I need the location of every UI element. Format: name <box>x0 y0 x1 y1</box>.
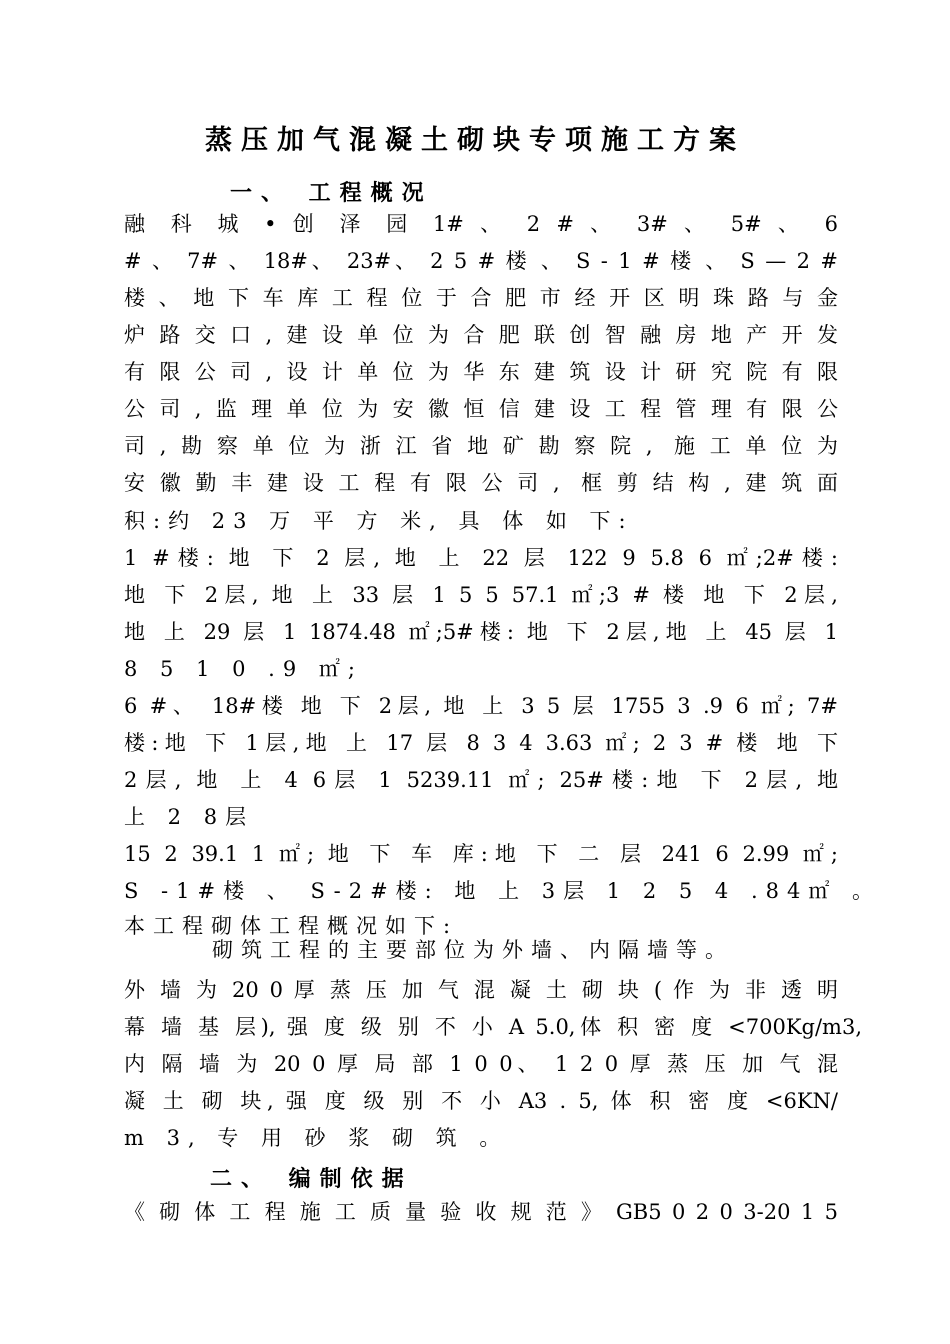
body-line: 8 5 1 0 .9 ㎡; <box>124 657 363 681</box>
body-line: 楼、地下车库工程位于合肥市经开区明珠路与金 <box>124 286 838 310</box>
body-line: 上 2 8层 <box>124 805 255 829</box>
body-line: # 、 7# 、 18#、 23#、 2 5 # 楼 、 S - 1 # 楼 、 S — 2 # <box>124 249 838 273</box>
body-line: 砌筑工程的主要部位为外墙、内隔墙等。 <box>212 938 734 962</box>
body-line: 幕 墙 基 层), 强 度 级 别 不 小 A 5.0,体 积 密 度 <700Kg/m3, <box>124 1015 862 1039</box>
body-line: 6 #、 18#楼 地 下 2层, 地 上 3 5 层 1755 3 .9 6 ㎡; 7# <box>124 694 838 718</box>
body-line: 1 #楼: 地 下 2 层, 地 上 22 层 122 9 5.8 6 ㎡;2#楼: <box>124 546 838 570</box>
section-heading-overview: 一、 工程概况 <box>230 180 433 206</box>
body-line: 本工程砌体工程概况如下: <box>124 914 459 938</box>
body-line: S -1#楼 、 S-2#楼: 地 上 3层 1 2 5 4 .84㎡ 。 <box>124 879 882 903</box>
section-heading-basis: 二、 编制依据 <box>210 1166 413 1192</box>
body-line: 地 上 29 层 1 1874.48 ㎡;5#楼: 地 下 2层,地 上 45 层 1 <box>124 620 838 644</box>
body-line: 楼:地 下 1层,地 上 17 层 8 3 4 3.63 ㎡; 2 3 # 楼 地 下 <box>124 731 838 755</box>
body-line: 公司,监理单位为安徽恒信建设工程管理有限公 <box>124 397 838 421</box>
body-line: 凝 土 砌 块, 强 度 级 别 不 小 A3 . 5, 体 积 密 度 <6KN/ <box>124 1089 838 1113</box>
body-line: m 3, 专 用 砂 浆 砌 筑 。 <box>124 1126 509 1150</box>
body-line: 地 下 2层, 地 上 33 层 1 5 5 57.1 ㎡;3 # 楼 地 下 2层, <box>124 583 838 607</box>
body-line: 司,勘察单位为浙江省地矿勘察院, 施工单位为 <box>124 434 838 458</box>
document-title: 蒸压加气混凝土砌块专项施工方案 <box>205 125 745 156</box>
body-line: 融 科 城 • 创 泽 园 1# 、 2 # 、 3# 、 5# 、 6 <box>124 212 838 236</box>
body-line: 外 墙 为 20 0 厚 蒸 压 加 气 混 凝 土 砌 块 ( 作 为 非 透 明 <box>124 978 838 1002</box>
body-line: 炉路交口,建设单位为合肥联创智融房地产开发 <box>124 323 838 347</box>
body-line: 2层, 地 上 4 6层 1 5239.11 ㎡; 25#楼:地 下 2层, 地 <box>124 768 838 792</box>
body-line: 内 隔 墙 为 20 0 厚 局 部 1 0 0、 1 2 0 厚 蒸 压 加 气 混 <box>124 1052 838 1076</box>
body-line: 安徽勤丰建设工程有限公司, 框剪结构,建筑面 <box>124 471 838 495</box>
body-line: 积:约 23 万 平 方 米, 具 体 如 下: <box>124 509 634 533</box>
body-line: 有限公司,设计单位为华东建筑设计研究院有限 <box>124 360 838 384</box>
body-line: 15 2 39.1 1 ㎡; 地 下 车 库:地 下 二 层 241 6 2.99 ㎡; <box>124 842 838 866</box>
body-line: 《 砌 体 工 程 施 工 质 量 验 收 规 范 》 GB5 0 2 0 3-20 1 5 <box>124 1200 838 1224</box>
